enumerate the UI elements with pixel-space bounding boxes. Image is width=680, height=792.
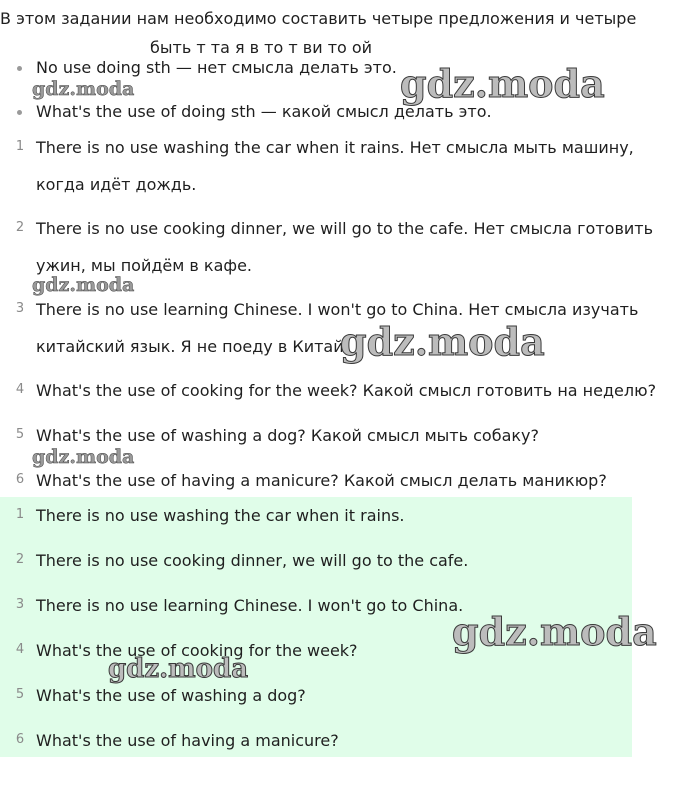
watermark-logo: gdz.moda [340, 319, 545, 364]
clipped-text: быть т та я в то т ви то ой [150, 38, 373, 57]
answer-text: What's the use of having a manicure? [36, 731, 339, 750]
item-text: What's the use of cooking for the week? Какой смысл готовить на неделю? [36, 381, 657, 400]
bullet-text: No use doing sth — нет смысла делать это. [36, 58, 397, 77]
answer-number: 4 [15, 642, 25, 657]
item-number: 1 [15, 139, 25, 154]
item-text: There is no use learning Chinese. I won't go to China. Нет смысла изучать китайский язык. Я не поеду в Китай. [36, 300, 639, 356]
item-text: There is no use cooking dinner, we will go to the cafe. Нет смысла готовить ужин, мы пойдём в кафе. [36, 219, 654, 275]
watermark-logo: gdz.moda [32, 78, 135, 100]
intro-text: В этом задании нам необходимо составить четыре предложения и четыре [0, 9, 637, 28]
clipped-line [0, 38, 680, 57]
item-number: 5 [15, 427, 25, 442]
bullet-icon [17, 110, 22, 115]
item-number: 4 [15, 382, 25, 397]
answer-text: There is no use learning Chinese. I won't go to China. [36, 596, 464, 615]
bullet-text: What's the use of doing sth — какой смысл делать это. [36, 102, 492, 121]
watermark-logo: gdz.moda [452, 609, 657, 654]
answer-number: 6 [15, 732, 25, 747]
answer-number: 1 [15, 507, 25, 522]
watermark-logo: gdz.moda [108, 654, 249, 684]
item-text: There is no use washing the car when it rains. Нет смысла мыть машину, когда идёт дождь. [36, 138, 634, 194]
answer-text: What's the use of cooking for the week? [36, 641, 358, 660]
item-number: 6 [15, 472, 25, 487]
item-text: What's the use of having a manicure? Какой смысл делать маникюр? [36, 471, 607, 490]
answer-number: 3 [15, 597, 25, 612]
answer-number: 5 [15, 687, 25, 702]
watermark-logo: gdz.moda [32, 274, 135, 296]
bullet-icon [17, 66, 22, 71]
item-number: 3 [15, 301, 25, 316]
answer-text: There is no use washing the car when it rains. [36, 506, 405, 525]
watermark-logo: gdz.moda [400, 61, 605, 106]
answer-number: 2 [15, 552, 25, 567]
item-text: What's the use of washing a dog? Какой смысл мыть собаку? [36, 426, 540, 445]
answer-text: What's the use of washing a dog? [36, 686, 306, 705]
watermark-logo: gdz.moda [32, 446, 135, 468]
item-number: 2 [15, 220, 25, 235]
answer-text: There is no use cooking dinner, we will go to the cafe. [36, 551, 469, 570]
